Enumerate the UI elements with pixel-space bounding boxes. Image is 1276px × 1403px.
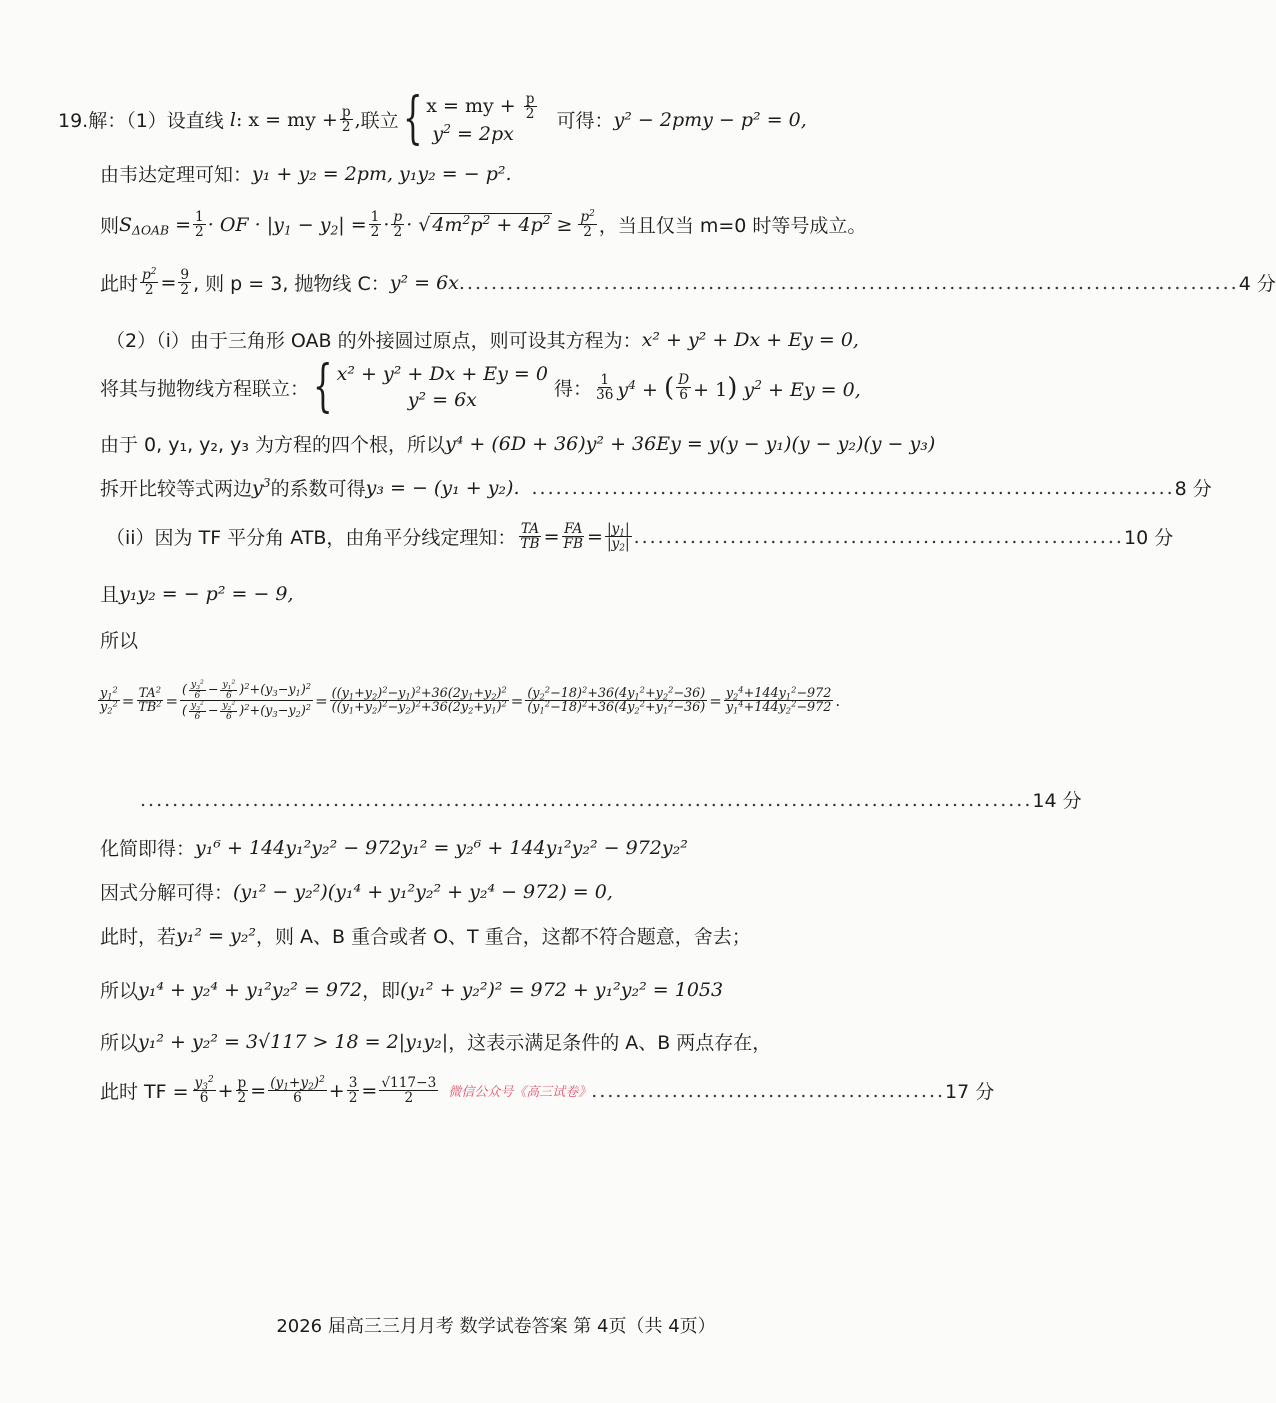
line-3: 则 $S_{\Delta OAB}$ = $\frac{1}{2}$ · OF · $|y_1 - y_2|$ = $\frac{1}{2}$ · $\frac{p}{2}$ · √ $4m^2p^2 + 4p^2$ ≥ $\frac{p^2}{2}$ ，当且仅当 m=0 时等号成立。	[100, 209, 867, 241]
existence-inequality: y₁² + y₂² = 3√117 > 18 = 2|y₁y₂|	[138, 1030, 449, 1053]
score-10: 10 分	[1123, 527, 1174, 550]
system-brace-1: {	[402, 86, 423, 152]
line-18-c: ，这表示满足条件的 A、B 两点存在，	[448, 1032, 772, 1054]
watermark-text: 微信公众号《高三试卷》	[448, 1085, 592, 1101]
product-value: y₁y₂ = − p² = − 9,	[119, 582, 294, 605]
line-17-a: 所以	[100, 980, 139, 1002]
line-17-c: ，即	[362, 980, 401, 1002]
system-2-eq2: y² = 6x	[407, 388, 477, 411]
circle-equation: x² + y² + Dx + Ey = 0,	[641, 328, 859, 351]
line-6-text: 将其与抛物线方程联立：	[100, 378, 310, 401]
line-3-prefix: 则	[100, 215, 120, 238]
line-4-prefix: 此时	[100, 273, 139, 296]
line-9: （ii）因为 TF 平分角 ATB，由角平分线定理知： $\frac{TA}{TB}$ = $\frac{FA}{FB}$ = $\frac{|y_1|}{|y_2|}$ ............................................................. 10 分	[106, 521, 1174, 555]
score-4: 4 分	[1238, 273, 1276, 296]
half-p-fraction: $\frac{p}{2}$	[341, 103, 351, 136]
line-3-suffix: ，当且仅当 m=0 时等号成立。	[598, 215, 867, 238]
score-8: 8 分	[1174, 478, 1212, 500]
line-15-label: 因式分解可得：	[100, 882, 234, 904]
ratio-equation: $\frac{y_1^2}{y_2^2}$ = $\frac{TA^2}{TB^2}$ = ( $\frac{y_3^2}{6}$ − $\frac{y_1^2}{6}$ )$^2+(y_3-y_1)^2$ ( $\frac{y_3^2}{6}$ − $\frac{y_2^2}{6}$ )$^2+(y_3-y_2)^2$ = $\frac{((y_1+y_2)^2-y_1)^2+36(2y_1+y_2)^2}{((y_1+y_2)^2-y_2)^2+36(2y_2+y_1)^2}$ = $\frac{(y_2^2-18)^2+36(4y_1^2+y_2^2-36)}{(y_1^2-18)^2+36(4y_2^2+y_1^2-36)}$ = $\frac{y_2^4+144y_1^2-972}{y_1^4+144y_2^2-972}$ .	[100, 678, 841, 722]
score-14: 14 分	[1032, 790, 1082, 812]
line-10-prefix: 且	[100, 584, 120, 606]
line-2-label: 由韦达定理可知：	[100, 164, 253, 186]
line-equation: l: x = my +	[223, 108, 338, 131]
page-footer: 2026 届高三三月月考 数学试卷答案 第 4页（共 4页）	[276, 1316, 716, 1337]
square-sum-value: (y₁² + y₂²)² = 972 + y₁²y₂² = 1053	[400, 978, 724, 1001]
factored-equation: (y₁² − y₂²)(y₁⁴ + y₁²y₂² + y₂⁴ − 972) = 0,	[233, 880, 613, 903]
equal-squares: y₁² = y₂²	[176, 924, 256, 947]
line-18	[100, 1028, 771, 1055]
line-19: 此时 TF = $\frac{y_3^2}{6}$ + $\frac{p}{2}$ = $\frac{(y_1+y_2)^2}{6}$ + $\frac{3}{2}$ = $\frac{√117-3}{2}$ 微信公众号《高三试卷》 ............................................ 17 分	[100, 1075, 995, 1107]
y3-relation: y₃ = − (y₁ + y₂).	[365, 476, 520, 499]
line-1: 19.解：（1）设直线 l: x = my + $\frac{p}{2}$ , 联立 { x = my + $\frac{p}{2}$ $y^2 = 2px$ 可得： y² − 2pmy − p² = 0,	[58, 86, 807, 152]
line-8-b: 的系数可得	[270, 478, 366, 500]
line-15	[100, 878, 613, 905]
area-expression: $S_{\Delta OAB}$ =	[119, 213, 192, 238]
line-4-mid: , 则 p = 3, 抛物线 C：	[193, 273, 390, 296]
line-18-a: 所以	[100, 1032, 139, 1054]
system-2-eq1: x² + y² + Dx + Ey = 0	[336, 363, 548, 385]
line-3-geq: ≥	[556, 213, 573, 236]
line-5-text: （2）（i）由于三角形 OAB 的外接圆过原点，则可设其方程为：	[106, 330, 642, 352]
line-13: ............................................................................................................... 14 分	[140, 786, 892, 813]
line-2	[100, 160, 512, 187]
line-10	[100, 580, 294, 607]
line-16-c: ，则 A、B 重合或者 O、T 重合，这都不符合题意，舍去；	[255, 926, 751, 948]
line-8-a: 拆开比较等式两边	[100, 478, 253, 500]
line-14-label: 化简即得：	[100, 838, 196, 860]
line-6-result-label: 得：	[553, 378, 592, 401]
system-1: x = my + $\frac{p}{2}$ $y^2 = 2px$	[426, 91, 535, 145]
line-5	[106, 326, 859, 353]
line-1-result: y² − 2pmy − p² = 0,	[613, 108, 807, 131]
line-17	[100, 976, 723, 1003]
line-6: 将其与抛物线方程联立： { x² + y² + Dx + Ey = 0 y² = 6x 得： $\frac{1}{36}$ $y^4$ + ( $\frac{D}{6}$ + 1) $y^2 + Ey = 0$,	[100, 354, 861, 420]
line-8: 拆开比较等式两边 $y^3$ 的系数可得 y₃ = − (y₁ + y₂). ................................................................................ 8 分	[100, 475, 1212, 500]
vieta-result: y₁ + y₂ = 2pm, y₁y₂ = − p².	[252, 162, 512, 185]
line-19-prefix: 此时 TF =	[100, 1081, 189, 1104]
line-7-text: 由于 0, y₁, y₂, y₃ 为方程的四个根，所以	[100, 434, 445, 456]
line-1-result-label: 可得：	[556, 110, 614, 133]
simplified-equation: y₁⁶ + 144y₁²y₂² − 972y₁² = y₂⁶ + 144y₁²y₂² − 972y₂²	[195, 836, 688, 859]
system-brace-2: {	[313, 354, 333, 420]
line-1-join: 联立	[360, 110, 399, 133]
line-16	[100, 922, 751, 949]
quartic-identity: y⁴ + (6D + 36)y² + 36Ey = y(y − y₁)(y − y₂)(y − y₃)	[445, 432, 936, 455]
line-7	[100, 430, 935, 457]
system-2	[337, 362, 548, 413]
line-4: 此时 $\frac{p^2}{2}$ = $\frac{9}{2}$ , 则 p = 3, 抛物线 C： y² = 6x ................................................................................................. 4 分	[100, 267, 1276, 299]
parabola-equation: y² = 6x	[389, 271, 459, 294]
line-9-text: （ii）因为 TF 平分角 ATB，由角平分线定理知：	[106, 527, 517, 550]
line-11-text: 所以	[100, 630, 139, 652]
line-14	[100, 834, 688, 861]
line-1-prefix: 19.解：（1）设直线	[58, 110, 224, 133]
line-16-a: 此时，若	[100, 926, 177, 948]
score-17: 17 分	[945, 1081, 995, 1104]
quartic-sum: y₁⁴ + y₂⁴ + y₁²y₂² = 972	[138, 978, 363, 1001]
line-11	[100, 626, 138, 653]
